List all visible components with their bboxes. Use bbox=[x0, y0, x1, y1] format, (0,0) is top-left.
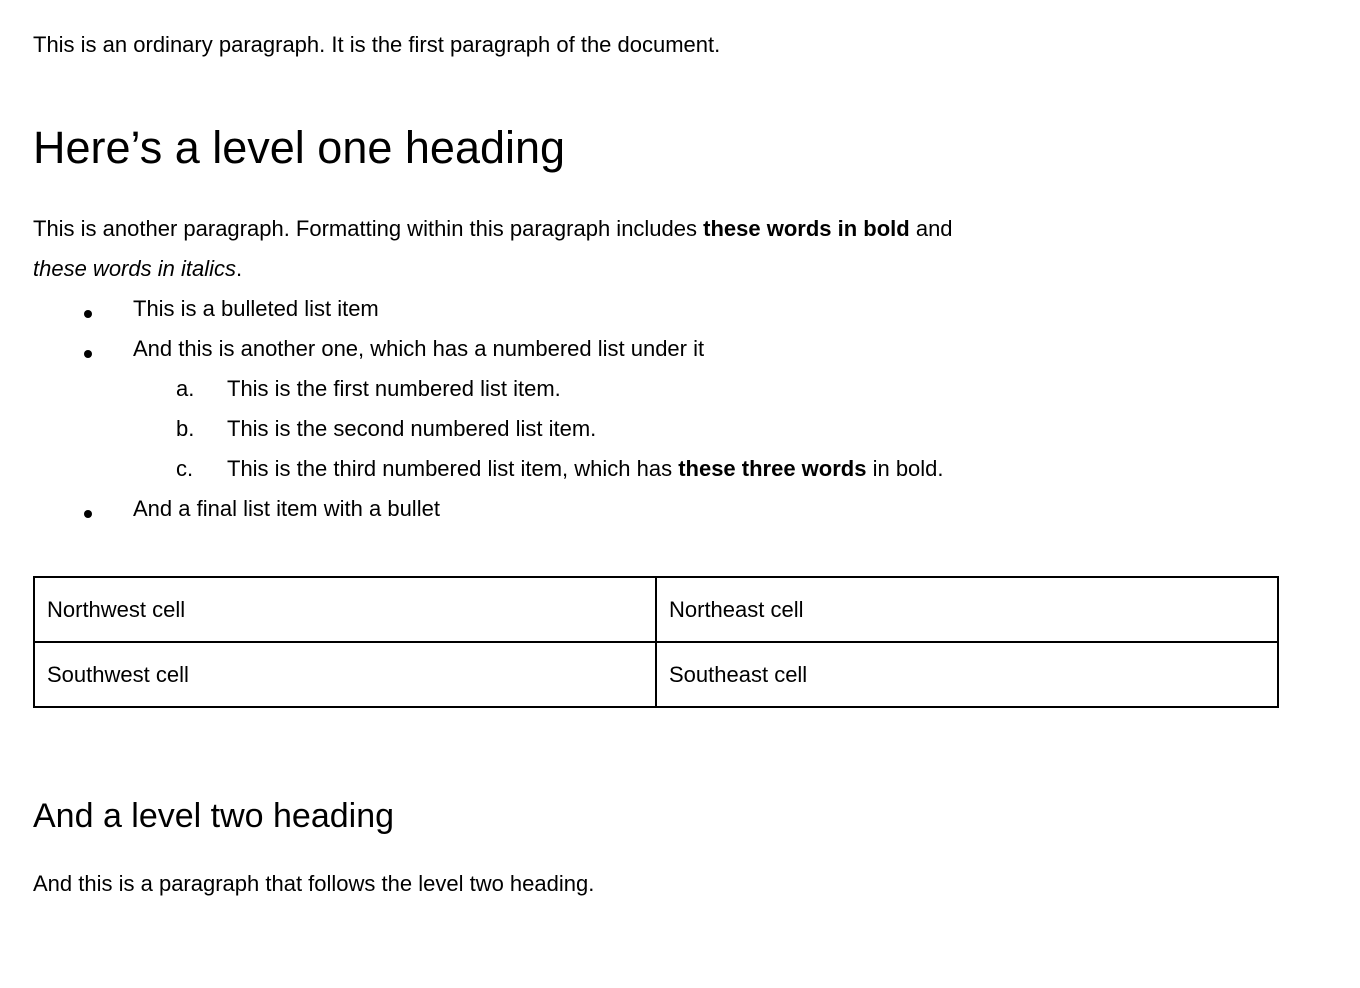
text-run: in bold. bbox=[866, 456, 944, 481]
list-marker: a. bbox=[176, 376, 195, 401]
bullet-item-label: This is a bulleted list item bbox=[133, 296, 379, 321]
paragraph-first: This is an ordinary paragraph. It is the first paragraph of the document. bbox=[33, 32, 721, 57]
bullet-icon bbox=[84, 350, 92, 358]
bullet-item-label: And this is another one, which has a numbered list under it bbox=[133, 336, 705, 361]
paragraph-second bbox=[33, 209, 1280, 289]
content-table bbox=[33, 576, 1279, 708]
list-marker: b. bbox=[176, 416, 195, 441]
list-marker: c. bbox=[176, 456, 194, 481]
numbered-item-label: This is the first numbered list item. bbox=[227, 376, 561, 401]
table-cell-southeast: Southeast cell bbox=[656, 642, 1278, 707]
table-row bbox=[34, 577, 1278, 642]
bullet-icon bbox=[84, 310, 92, 318]
bold-run: these three words bbox=[678, 456, 867, 481]
bullet-item-label: And a final list item with a bullet bbox=[133, 496, 440, 521]
numbered-list-item bbox=[33, 409, 1280, 449]
numbered-list-item bbox=[33, 449, 1280, 489]
table-cell-southwest: Southwest cell bbox=[34, 642, 656, 707]
bold-run: these words in bold bbox=[703, 216, 910, 241]
heading-level-1: Here’s a level one heading bbox=[33, 122, 566, 173]
numbered-item-label: This is the second numbered list item. bbox=[227, 416, 597, 441]
heading-level-2: And a level two heading bbox=[33, 797, 395, 835]
text-run: . bbox=[235, 256, 243, 281]
numbered-item-label bbox=[227, 456, 944, 481]
bullet-list-item bbox=[33, 329, 1280, 369]
text-run: and bbox=[909, 216, 953, 241]
bullet-list-item bbox=[33, 289, 1280, 329]
nested-numbered-list bbox=[33, 369, 1280, 489]
text-run: This is the third numbered list item, which has bbox=[227, 456, 679, 481]
paragraph-after-heading-2: And this is a paragraph that follows the level two heading. bbox=[33, 871, 595, 896]
bulleted-list bbox=[33, 289, 1280, 529]
table-row bbox=[34, 642, 1278, 707]
text-run: This is another paragraph. Formatting within this paragraph includes bbox=[33, 216, 704, 241]
bullet-list-item bbox=[33, 489, 1280, 529]
italic-run: these words in italics bbox=[33, 256, 236, 281]
table-cell-northeast: Northeast cell bbox=[656, 577, 1278, 642]
bullet-icon bbox=[84, 510, 92, 518]
table-cell-northwest: Northwest cell bbox=[34, 577, 656, 642]
numbered-list-item bbox=[33, 369, 1280, 409]
